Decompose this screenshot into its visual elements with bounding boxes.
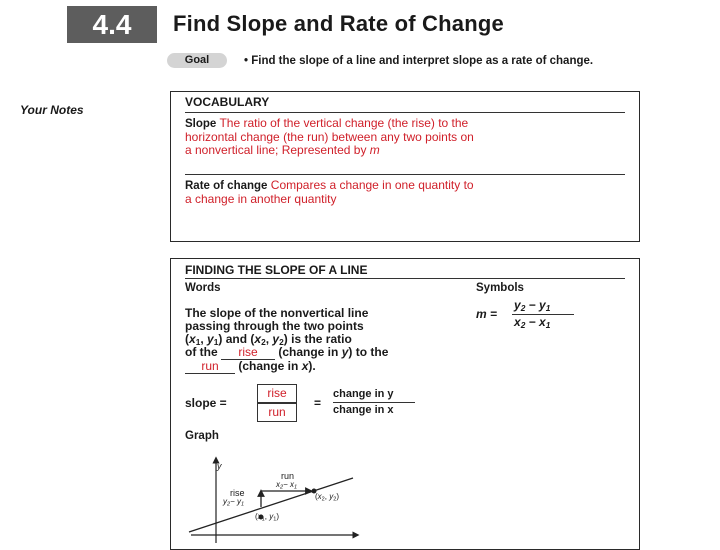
formula-numerator: $y_2 - y_1$	[514, 298, 551, 314]
words-label: Words	[185, 282, 221, 294]
symbols-label: Symbols	[476, 282, 524, 294]
answer-run-blank: run	[185, 360, 235, 374]
slope-def-line-1: The ratio of the vertical change (the rise) to the	[219, 116, 469, 130]
words-line-2: passing through the two points	[185, 319, 364, 333]
slope-def-variable: m	[369, 143, 380, 157]
graph-rise-expression: $y_2- y_1$	[223, 497, 245, 508]
fraction-rise-box: rise	[257, 384, 297, 403]
slope-definition	[185, 117, 635, 157]
graph-run-expression: $x_2- x_1$	[276, 480, 298, 491]
slope-graph	[181, 455, 371, 545]
graph-point-2-label: ($x_2$, $y_2$)	[315, 492, 340, 503]
vocabulary-heading: VOCABULARY	[185, 95, 270, 109]
finding-slope-box	[170, 258, 640, 550]
slope-word: slope =	[185, 396, 227, 410]
graph-line	[189, 478, 353, 532]
finding-slope-divider	[185, 278, 625, 279]
slope-term: Slope	[185, 118, 217, 130]
goal-label: Goal	[167, 53, 227, 68]
rate-def-line-2: a change in another quantity	[185, 192, 337, 206]
change-fraction-bar	[333, 402, 415, 403]
goal-text: • Find the slope of a line and interpret slope as a rate of change.	[244, 55, 594, 67]
answer-rise-blank: rise	[221, 346, 275, 360]
formula-denominator: $x_2 - x_1$	[514, 315, 551, 331]
graph-y-label: y	[217, 461, 222, 471]
lesson-title: Find Slope and Rate of Change	[173, 11, 504, 36]
vocabulary-box	[170, 91, 640, 242]
words-line-5: run (change in x).	[185, 360, 475, 374]
vocabulary-divider-2	[185, 174, 625, 175]
rate-term: Rate of change	[185, 180, 268, 192]
words-line-1: The slope of the nonvertical line	[185, 306, 369, 320]
slope-def-line-3: a nonvertical line; Represented by	[185, 143, 367, 157]
slope-words-paragraph	[185, 307, 475, 374]
slope-formula	[476, 299, 586, 331]
words-line-4: of the rise (change in y) to the	[185, 345, 389, 359]
your-notes-label: Your Notes	[20, 103, 84, 117]
rate-definition	[185, 179, 635, 206]
finding-slope-heading: FINDING THE SLOPE OF A LINE	[185, 263, 368, 277]
graph-label: Graph	[185, 430, 219, 442]
graph-rise-label: rise	[230, 488, 245, 498]
vocabulary-divider	[185, 112, 625, 113]
lesson-number-badge: 4.4	[67, 6, 157, 43]
slope-def-line-2: horizontal change (the run) between any two points on	[185, 130, 474, 144]
graph-point-1-label: ($x_1$, $y_1$)	[255, 512, 280, 523]
formula-m: m =	[476, 307, 498, 321]
change-in-y: change in y	[333, 388, 394, 400]
fraction-run-box: run	[257, 403, 297, 422]
equals-sign: =	[314, 396, 322, 410]
rate-def-line-1: Compares a change in one quantity to	[270, 178, 474, 192]
graph-run-label: run	[281, 471, 295, 481]
change-in-x: change in x	[333, 404, 394, 416]
words-line-3: ($x_1$, $y_1$) and ($x_2$, $y_2$) is the ratio	[185, 332, 352, 348]
